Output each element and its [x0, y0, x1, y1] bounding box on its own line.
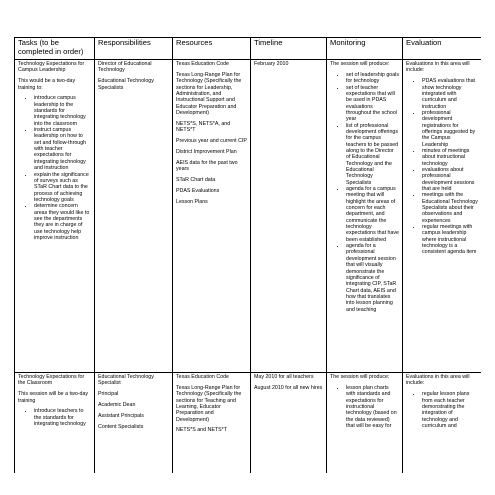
technology-plan-table: [14, 37, 481, 473]
task-list: [18, 95, 91, 241]
evaluation-item: • evaluations about professional development sessions that are held: [422, 167, 478, 192]
header-responsibilities: Responsibilities: [95, 38, 173, 60]
header-tasks: Tasks (to be completed in order): [15, 38, 95, 60]
evaluation-intro: Evaluations in this area will include:: [406, 61, 470, 74]
evaluation-item: • professional development registrations for offerings suggested by the Campus Leadership: [422, 110, 478, 148]
monitoring-intro: The session will produce:: [330, 374, 390, 380]
task-item: • instruct campus leadership on how to set and follow-through with teacher expectations for integrating technology and instruction: [34, 127, 91, 171]
resource-item: STaR Chart data: [176, 176, 216, 183]
monitoring-intro: The session will produce:: [330, 61, 390, 67]
header-monitoring: Monitoring: [327, 38, 403, 60]
resource-item: NETS*S and NETS*T: [176, 427, 227, 434]
timeline-item: February 2010: [254, 61, 289, 67]
timeline-item: May 2010 for all teachers: [254, 374, 314, 380]
resource-item: Texas Long-Range Plan for Technology (Specifically the sections for Teaching and Learning, Educator Preparation and Development): [176, 384, 242, 423]
responsibility-item: Academic Dean: [98, 402, 136, 409]
evaluation-list: [406, 78, 478, 256]
evaluation-list: [406, 391, 478, 429]
resources-cell: [173, 373, 251, 474]
resource-item: Lesson Plans: [176, 198, 208, 205]
table-row: [15, 373, 482, 474]
resource-item: Previous year and current CIP: [176, 137, 247, 144]
monitoring-item: • lesson plan charts with standards and expectations for instructional technology (based on the data reviewed) that will be easy for: [346, 385, 399, 429]
evaluation-item: • minutes of meetings about instructional technology: [422, 148, 478, 167]
evaluation-item: • PDAS evaluations that show technology integrated with curriculum and instruction: [422, 78, 478, 110]
evaluation-item: • regular lesson plans from each teacher demonstrating the integration of technology and curriculum and: [422, 391, 478, 429]
responsibility-item: Content Specialists: [98, 423, 144, 430]
monitoring-cell: [327, 60, 403, 373]
responsibility-item: Educational Technology Specialists: [98, 78, 154, 91]
monitoring-list: [330, 72, 399, 313]
monitoring-item: • agenda for a campus meeting that will highlight the areas of concern for each department, and communicate the technology expectations that have been established: [346, 186, 399, 243]
timeline-cell: [251, 60, 327, 373]
evaluation-item: • meetings with the Educational Technology Specialists about their observations and experiences: [422, 192, 478, 224]
timeline-item: August 2010 for all new hires: [254, 384, 323, 391]
timeline-cell: [251, 373, 327, 474]
header-resources: Resources: [173, 38, 251, 60]
header-evaluation: Evaluation: [403, 38, 482, 60]
task-item: • introduce campus leadership to the standards for integrating technology into the classroom: [34, 95, 91, 127]
monitoring-cell: [327, 373, 403, 474]
task-list: [18, 408, 91, 427]
responsibility-item: Educational Technology Specialist: [98, 374, 154, 387]
task-intro: This would be a two-day training to:: [18, 78, 76, 91]
responsibilities-cell: [95, 373, 173, 474]
resource-item: PDAS Evaluations: [176, 187, 220, 194]
evaluation-item: • regular meetings with campus leadership where instructional technology is a consistent agenda item: [422, 224, 478, 256]
resource-item: District Improvement Plan: [176, 148, 237, 155]
header-row: [15, 38, 482, 60]
resource-item: AEIS data for the past two years: [176, 159, 238, 172]
tasks-cell: [15, 373, 95, 474]
task-intro: This session will be a two-day training: [18, 391, 89, 404]
resource-item: NETS*S, NETS*A, and NETS*T: [176, 120, 231, 134]
monitoring-item: • set of leadership goals for technology: [346, 72, 399, 85]
monitoring-list: [330, 385, 399, 429]
responsibility-item: Director of Educational Technology: [98, 61, 152, 74]
responsibilities-cell: [95, 60, 173, 373]
evaluation-intro: Evaluations in this area will include:: [406, 374, 470, 387]
resource-item: Texas Long-Range Plan for Technology (Specifically the sections for Leadership, Administration, and Instructional Support and Educator Preparation and Development): [176, 71, 242, 116]
tasks-cell: [15, 60, 95, 373]
resource-item: Texas Education Code: [176, 61, 230, 67]
evaluation-cell: [403, 60, 482, 373]
table-row: [15, 60, 482, 373]
plan-document: [14, 37, 481, 473]
task-item: • determine concern areas they would like to see the departments they are in charge of use technology help improve instruction: [34, 203, 91, 241]
task-item: • introduce teachers to the standards for integrating technology: [34, 408, 91, 427]
header-timeline: Timeline: [251, 38, 327, 60]
task-title: Technology Expectations for Campus Leadership: [18, 61, 85, 74]
evaluation-cell: [403, 373, 482, 474]
monitoring-item: • list of professional development offerings for the campus teachers to be passed along to the Director of Educational Technology and the Educational Technology Specialists: [346, 123, 399, 186]
task-title: Technology Expectations for the Classroom: [18, 374, 85, 387]
monitoring-item: • agenda for a professional development session that will visually demonstrate the significance of integrating CIP, STaR Chart data, AEIS and how that translates into lesson planning and teaching: [346, 243, 399, 313]
responsibility-item: Assistant Principals: [98, 412, 144, 419]
resources-cell: [173, 60, 251, 373]
monitoring-item: • set of teacher expectations that will be used in PDAS evaluations throughout the school year: [346, 85, 399, 123]
task-item: • explain the significance of surveys such as STaR Chart data to the process of achieving technology goals: [34, 172, 91, 204]
responsibility-item: Principal: [98, 391, 119, 398]
resource-item: Texas Education Code: [176, 374, 230, 380]
